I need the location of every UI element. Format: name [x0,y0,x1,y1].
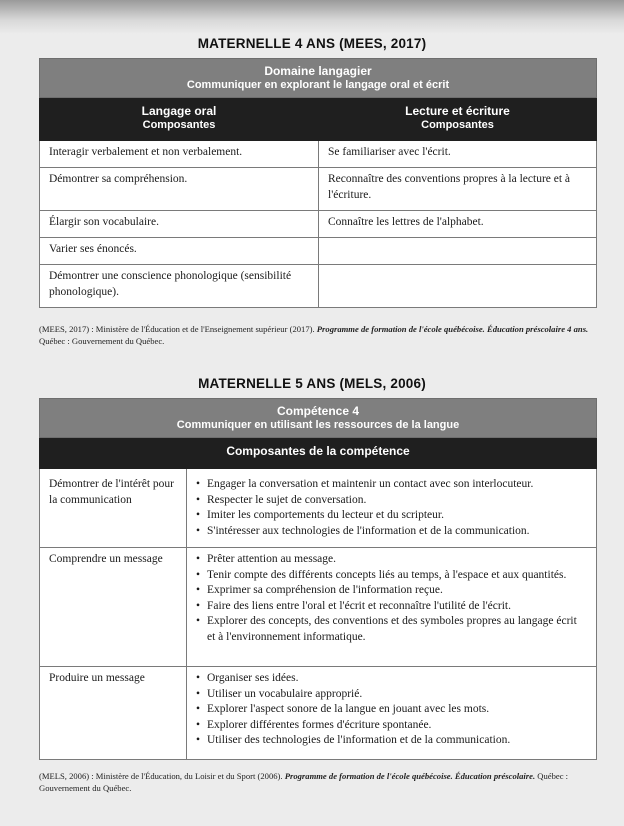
section2-title: MATERNELLE 5 ANS (MELS, 2006) [198,376,426,391]
table-row [40,548,597,667]
list-item: • Utiliser des technologies de l'information et de la communication. [196,733,587,749]
domain-header-row [40,59,597,98]
col-header-lecture-title: Lecture et écriture [405,104,510,118]
col-header-oral-title: Langage oral [141,104,217,118]
table-cell: Connaître les lettres de l'alphabet. [319,211,597,238]
table-cell: Produire un message [40,667,187,760]
column-header-row [40,98,597,141]
source-citation-2006 [39,770,599,794]
table-cell: Se familiariser avec l'écrit. [319,141,597,168]
table-cell: Varier ses énoncés. [40,238,319,265]
source-citation-2017 [39,323,599,347]
list-item: • Explorer des concepts, des conventions et des symboles propres au langage écrit et à l'environnement informatique. [196,614,587,645]
components-header [40,438,597,469]
list-item: • Explorer l'aspect sonore de la langue en jouant avec les mots. [196,702,587,718]
list-item: • Faire des liens entre l'oral et l'écrit et reconnaître l'utilité de l'écrit. [196,599,587,615]
components-header-row [40,438,597,469]
table-row [40,469,597,548]
col-header-oral-sub: Composantes [142,119,216,131]
col-header-oral [40,98,319,141]
table-4ans [39,58,597,308]
list-item: • Organiser ses idées. [196,671,587,687]
table-cell [187,469,597,548]
table-row [40,238,597,265]
table-row [40,211,597,238]
competence-header [40,399,597,438]
table-cell: Démontrer sa compréhension. [40,168,319,211]
list-item: • Prêter attention au message. [196,552,587,568]
source-title: Programme de formation de l'école québécoise. Éducation préscolaire 4 ans. [316,324,589,334]
table-cell: Démontrer une conscience phonologique (sensibilité phonologique). [40,265,319,308]
source-title: Programme de formation de l'école québécoise. Éducation préscolaire. [284,771,536,781]
competence-header-row [40,399,597,438]
section1-title: MATERNELLE 4 ANS (MEES, 2017) [197,36,427,51]
bullet-list [196,671,587,749]
table-cell: Élargir son vocabulaire. [40,211,319,238]
list-item: • Explorer différentes formes d'écriture spontanée. [196,718,587,734]
table-5ans [39,398,597,760]
list-item: • Imiter les comportements du lecteur et du scripteur. [196,508,587,524]
domain-subtitle: Communiquer en explorant le langage oral et écrit [186,79,450,91]
domain-header [40,59,597,98]
col-header-lecture-sub: Composantes [421,119,494,131]
source-prefix: (MEES, 2017) : Ministère de l'Éducation et de l'Enseignement supérieur (2017). [39,324,317,334]
table-row [40,265,597,308]
list-item: • Respecter le sujet de conversation. [196,493,587,509]
bullet-list [196,552,587,645]
source-prefix: (MELS, 2006) : Ministère de l'Éducation, du Loisir et du Sport (2006). [39,771,285,781]
table-cell: Reconnaître des conventions propres à la lecture et à l'écriture. [319,168,597,211]
table-cell [319,238,597,265]
table-cell: Interagir verbalement et non verbalement. [40,141,319,168]
list-item: • Engager la conversation et maintenir un contact avec son interlocuteur. [196,477,587,493]
list-item: • Tenir compte des différents concepts liés au temps, à l'espace et aux quantités. [196,568,587,584]
competence-subtitle: Communiquer en utilisant les ressources de la langue [176,419,460,431]
table-cell [319,265,597,308]
table-cell [187,548,597,667]
table-row [40,667,597,760]
competence-title: Compétence 4 [276,404,360,418]
table-row [40,168,597,211]
table-cell: Comprendre un message [40,548,187,667]
components-header-label: Composantes de la compétence [226,444,410,458]
domain-title: Domaine langagier [264,64,372,78]
source-suffix: Québec : Gouvernement du Québec. [39,771,569,793]
list-item: • Exprimer sa compréhension de l'information reçue. [196,583,587,599]
table-row [40,141,597,168]
source-suffix: Québec : Gouvernement du Québec. [39,336,165,346]
table-cell: Démontrer de l'intérêt pour la communication [40,469,187,548]
bullet-list [196,477,587,539]
table-cell [187,667,597,760]
list-item: • S'intéresser aux technologies de l'information et de la communication. [196,524,587,540]
list-item: • Utiliser un vocabulaire approprié. [196,687,587,703]
col-header-lecture [319,98,597,141]
